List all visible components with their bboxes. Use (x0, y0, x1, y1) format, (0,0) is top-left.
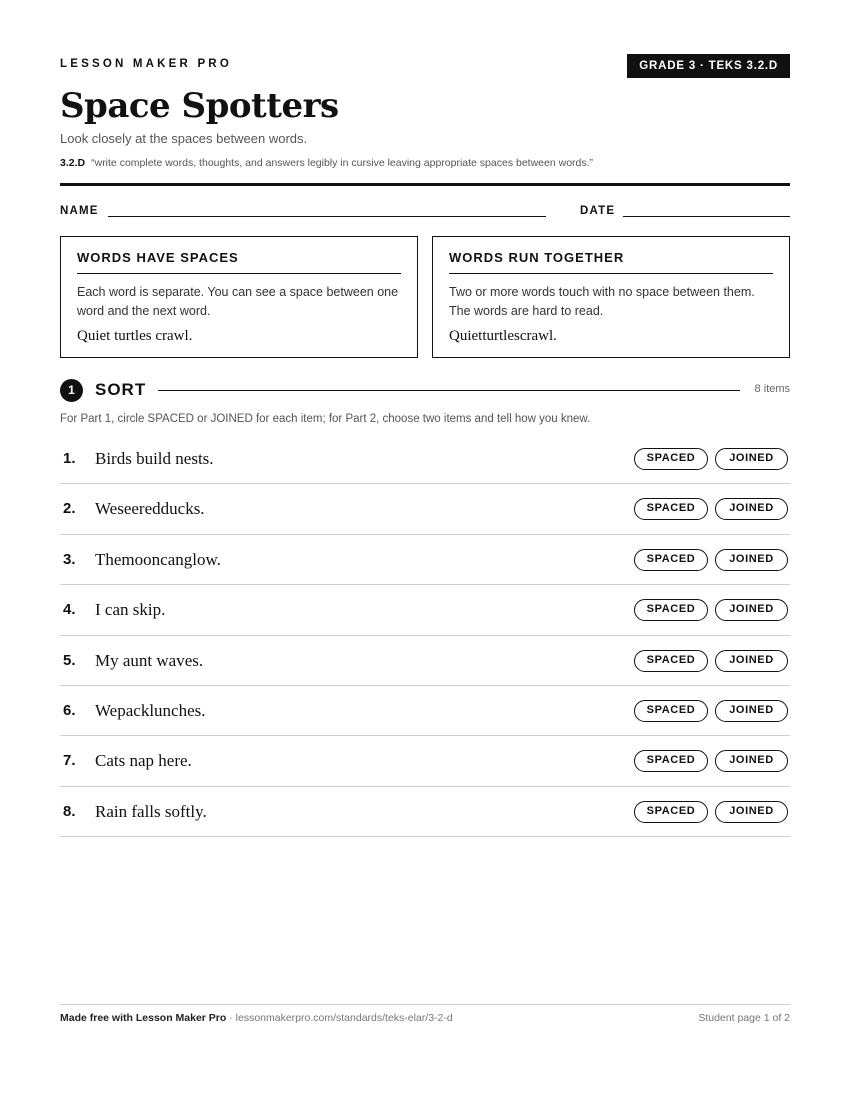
list-item (60, 787, 790, 837)
joined-choice[interactable]: JOINED (715, 700, 788, 722)
name-date-row (60, 205, 790, 221)
box-heading: WORDS RUN TOGETHER (449, 250, 773, 274)
grade-badge: GRADE 3 · TEKS 3.2.D (627, 54, 790, 78)
header-divider (60, 183, 790, 186)
item-number: 3. (63, 550, 76, 568)
brand-name: LESSON MAKER PRO (60, 58, 232, 70)
list-item (60, 434, 790, 484)
worksheet-page (60, 0, 790, 1100)
box-description: Two or more words touch with no space between them. The words are hard to read. (449, 285, 755, 318)
item-number: 1. (63, 450, 76, 467)
spaced-choice[interactable]: SPACED (634, 650, 708, 672)
item-count: 8 items (754, 383, 790, 395)
spaced-choice[interactable]: SPACED (634, 700, 708, 722)
name-label: NAME (60, 205, 99, 217)
footer-made-with: Made free with Lesson Maker Pro (60, 1012, 227, 1024)
joined-choice[interactable]: JOINED (715, 599, 788, 621)
item-list (60, 434, 790, 837)
box-description: Each word is separate. You can see a space between one word and the next word. (77, 285, 399, 318)
date-field[interactable] (623, 216, 790, 217)
item-number: 2. (63, 500, 76, 518)
item-sentence: Birds build nests. (95, 449, 214, 468)
footer-page-number: Student page 1 of 2 (698, 1012, 790, 1024)
spaced-choice[interactable]: SPACED (634, 498, 708, 520)
spaced-choice[interactable]: SPACED (634, 549, 708, 571)
list-item (60, 535, 790, 585)
item-number: 6. (63, 701, 76, 719)
name-field[interactable] (108, 216, 546, 217)
item-sentence: Themooncanglow. (95, 549, 221, 569)
joined-choice[interactable]: JOINED (715, 801, 788, 823)
item-sentence: Rain falls softly. (95, 801, 207, 821)
list-item (60, 636, 790, 686)
item-number: 4. (63, 601, 76, 619)
item-sentence: Wepacklunches. (95, 700, 206, 720)
spaced-choice[interactable]: SPACED (634, 448, 708, 470)
date-label: DATE (580, 205, 616, 217)
standard-citation (60, 157, 593, 169)
standard-code: 3.2.D (60, 157, 86, 169)
standard-text: “write complete words, thoughts, and answers legibly in cursive leaving appropriate spaces between words.” (91, 157, 594, 169)
joined-choice[interactable]: JOINED (715, 650, 788, 672)
footer-divider (60, 1004, 790, 1005)
section-header (60, 378, 790, 402)
spaced-choice[interactable]: SPACED (634, 750, 708, 772)
footer-credit (60, 1012, 453, 1024)
item-number: 7. (63, 752, 76, 770)
joined-choice[interactable]: JOINED (715, 448, 788, 470)
joined-choice[interactable]: JOINED (715, 549, 788, 571)
item-sentence: My aunt waves. (95, 650, 204, 670)
box-example: Quietturtlescrawl. (449, 328, 557, 344)
item-sentence: I can skip. (95, 600, 166, 620)
section-instructions: For Part 1, circle SPACED or JOINED for each item; for Part 2, choose two items and tell how you knew. (60, 413, 591, 425)
item-sentence: Weseeredducks. (95, 499, 205, 519)
item-number: 5. (63, 651, 76, 669)
item-number: 8. (63, 802, 76, 820)
list-item (60, 736, 790, 786)
page-subtitle: Look closely at the spaces between words. (60, 131, 308, 146)
box-heading: WORDS HAVE SPACES (77, 250, 401, 274)
box-example: Quiet turtles crawl. (77, 328, 193, 344)
list-item (60, 686, 790, 736)
page-title: Space Spotters (60, 86, 339, 126)
joined-choice[interactable]: JOINED (715, 498, 788, 520)
spaced-choice[interactable]: SPACED (634, 801, 708, 823)
list-item (60, 585, 790, 635)
section-divider (158, 390, 740, 391)
words-have-spaces-box (60, 236, 418, 358)
item-sentence: Cats nap here. (95, 751, 192, 771)
footer-url: · lessonmakerpro.com/standards/teks-elar/3-2-d (226, 1012, 453, 1024)
words-run-together-box (432, 236, 790, 358)
section-title: SORT (95, 380, 147, 399)
list-item (60, 484, 790, 534)
section-number-badge: 1 (60, 379, 83, 402)
joined-choice[interactable]: JOINED (715, 750, 788, 772)
spaced-choice[interactable]: SPACED (634, 599, 708, 621)
